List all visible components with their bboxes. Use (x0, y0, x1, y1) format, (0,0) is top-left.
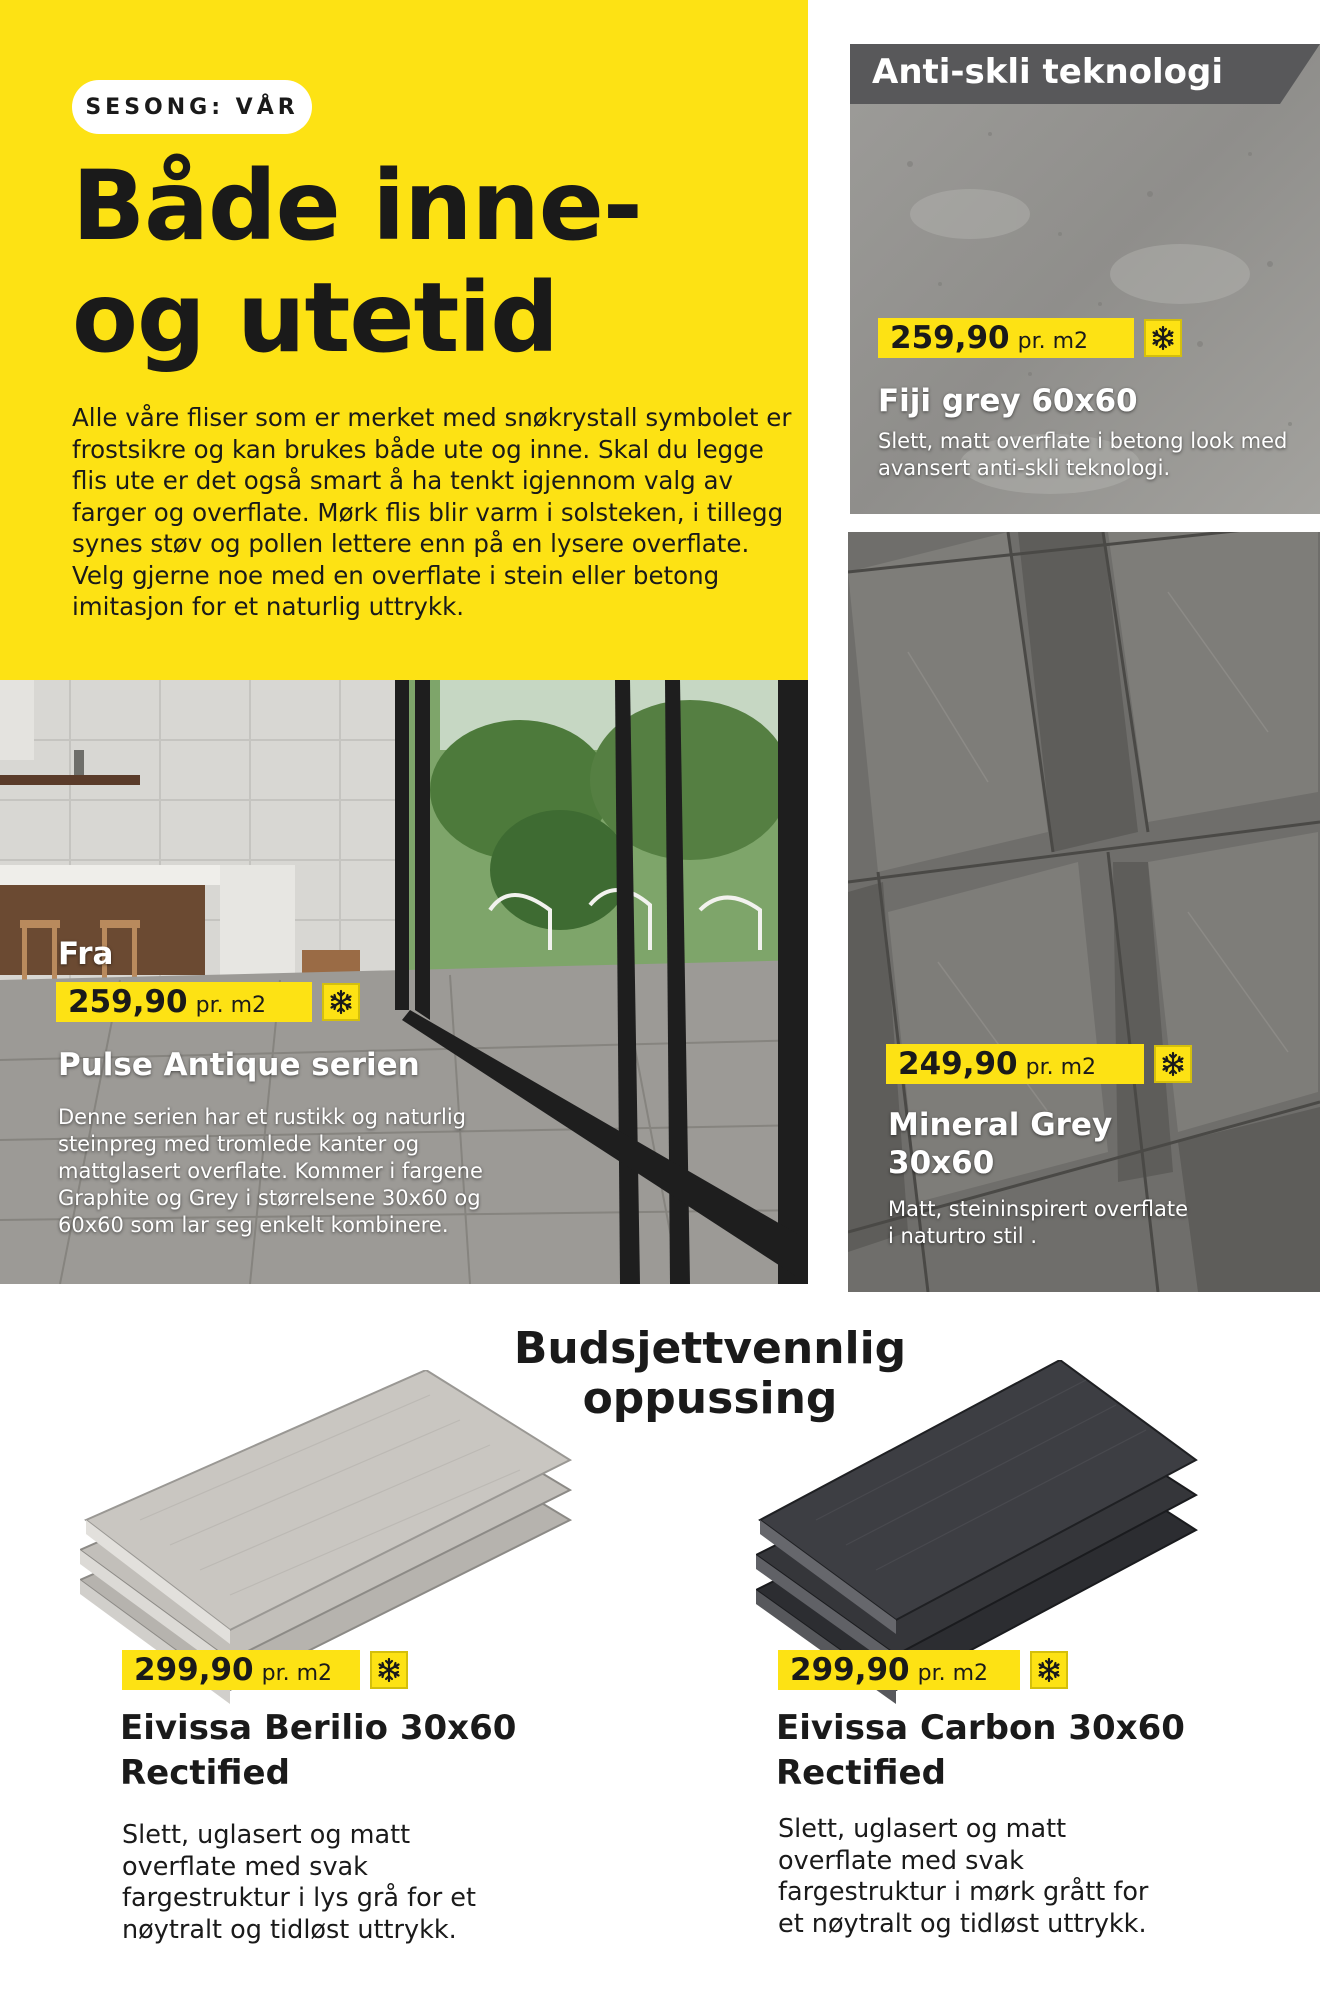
mineral-description: Matt, steininspirert overflate i naturtro stil . (888, 1197, 1189, 1248)
budget-title-line-1: Budsjettvennlig (513, 1323, 907, 1374)
pulse-price-unit: pr. m2 (195, 993, 267, 1018)
anti-slip-banner (850, 44, 1320, 104)
mineral-price: 249,90 (898, 1046, 1018, 1082)
fiji-price-tag (878, 318, 1182, 358)
berilio-description: Slett, uglasert og matt overflate med svak fargestruktur i lys grå for et nøytralt og tidløst uttrykk. (122, 1820, 476, 1945)
berilio-price: 299,90 (134, 1652, 254, 1688)
fiji-name: Fiji grey 60x60 (878, 383, 1138, 419)
price-band (778, 1650, 1020, 1690)
mineral-price-unit: pr. m2 (1025, 1055, 1097, 1080)
pulse-description: Denne serien har et rustikk og naturlig steinpreg med tromlede kanter og mattglasert overflate. Kommer i fargene Graphite og Grey i størrelsene 30x60 og 60x60 som lar seg enkelt kombinere. (58, 1105, 483, 1237)
mineral-name-line-2: 30x60 (888, 1145, 995, 1181)
price-band (122, 1650, 360, 1690)
carbon-name (776, 1706, 1185, 1796)
snowflake-icon (1030, 1651, 1068, 1689)
price-band (878, 318, 1134, 358)
snowflake-icon (1144, 319, 1182, 357)
fiji-price-unit: pr. m2 (1017, 329, 1089, 354)
pulse-price-prefix: Fra (58, 936, 114, 972)
fiji-grey-card[interactable] (850, 44, 1320, 514)
carbon-name-line-2: Rectified (776, 1753, 946, 1793)
berilio-name (120, 1706, 516, 1796)
snowflake-icon (1154, 1045, 1192, 1083)
mineral-grey-card[interactable] (848, 532, 1320, 1292)
berilio-name-line-2: Rectified (120, 1753, 290, 1793)
berilio-price-unit: pr. m2 (261, 1661, 333, 1686)
fiji-description: Slett, matt overflate i betong look med avansert anti-skli teknologi. (878, 429, 1288, 480)
intro-text: Alle våre fliser som er merket med snøkrystall symbolet er frostsikre og kan brukes både ute og inne. Skal du legge flis ute er det også smart å ha tenkt igjennom valg av farger og overflate. Mørk flis blir varm i solsteken, i tillegg synes støv og pollen lettere enn på en lysere overflate. Velg gjerne noe med en overflate i stein eller betong imitasjon for et naturlig uttrykk. (72, 403, 792, 621)
pulse-antique-card[interactable] (0, 680, 808, 1284)
pulse-name: Pulse Antique serien (58, 1047, 420, 1083)
headline-line-1: Både inne- (72, 150, 642, 262)
price-band (56, 982, 312, 1022)
carbon-price-tag (778, 1650, 1068, 1690)
carbon-name-line-1: Eivissa Carbon 30x60 (776, 1708, 1185, 1748)
price-band (886, 1044, 1144, 1084)
carbon-description: Slett, uglasert og matt overflate med svak fargestruktur i mørk grått for et nøytralt og tidløst uttrykk. (778, 1814, 1149, 1939)
pulse-price: 259,90 (68, 984, 188, 1020)
mineral-name-line-1: Mineral Grey (888, 1107, 1113, 1143)
budget-title-line-2: oppussing (582, 1373, 838, 1424)
page-headline (72, 150, 772, 374)
snowflake-icon (322, 983, 360, 1021)
berilio-price-tag (122, 1650, 408, 1690)
mineral-price-tag (886, 1044, 1192, 1084)
carbon-price-unit: pr. m2 (917, 1661, 989, 1686)
fiji-price: 259,90 (890, 320, 1010, 356)
headline-line-2: og utetid (72, 262, 558, 374)
snowflake-icon (370, 1651, 408, 1689)
anti-slip-label: Anti-skli teknologi (872, 52, 1224, 92)
season-badge: SESONG: VÅR (72, 80, 312, 134)
pulse-price-tag (56, 982, 360, 1022)
intro-panel (0, 0, 808, 680)
berilio-name-line-1: Eivissa Berilio 30x60 (120, 1708, 517, 1748)
carbon-price: 299,90 (790, 1652, 910, 1688)
mineral-name (888, 1106, 1112, 1182)
